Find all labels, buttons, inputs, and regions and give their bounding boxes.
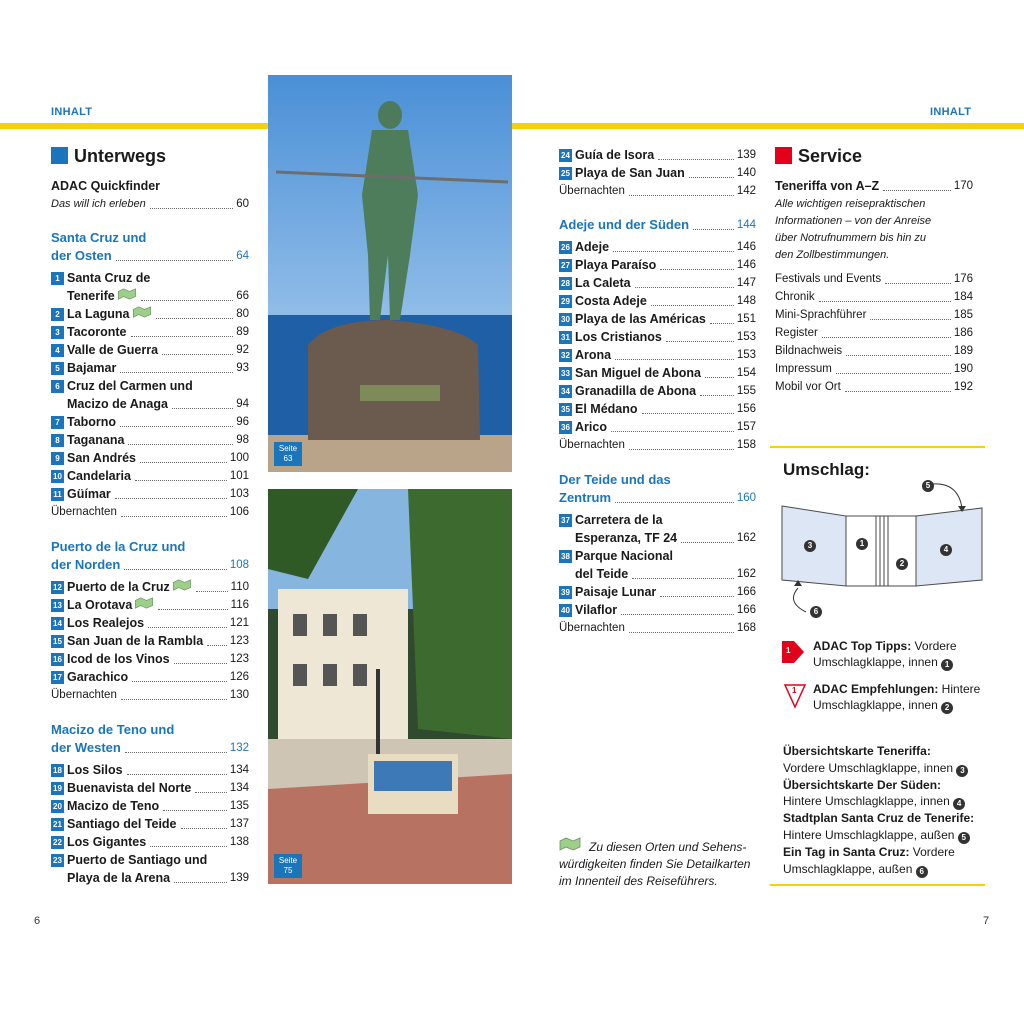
number-badge: 30	[559, 313, 572, 326]
toc-item-6-cont[interactable]: Macizo de Anaga 94	[67, 397, 249, 411]
service-az-desc: Alle wichtigen reisepraktischen Informationen – von der Anreise über Notrufnummern bis hin zu den Zollbestimmungen.	[775, 198, 932, 261]
blue-square-icon	[51, 147, 68, 164]
toc-item-10[interactable]: 10 Candelaria 101	[51, 467, 249, 485]
map-icon	[134, 597, 154, 609]
map-icon	[132, 306, 152, 318]
toc-item-38[interactable]: 38 Parque Nacional	[559, 547, 673, 565]
number-badge: 33	[559, 367, 572, 380]
map-note-cont: würdigkeiten finden Sie Detailkarten im Innenteil des Reiseführers.	[559, 857, 751, 888]
toc-item-29[interactable]: 29 Costa Adeje 148	[559, 292, 756, 310]
number-badge: 13	[51, 599, 64, 612]
toc-item-11[interactable]: 11 Güímar 103	[51, 485, 249, 503]
number-badge: 2	[51, 308, 64, 321]
number-badge: 27	[559, 259, 572, 272]
circle-ref-4: 4	[953, 798, 965, 810]
number-badge: 34	[559, 385, 572, 398]
toc-item-14[interactable]: 14 Los Realejos 121	[51, 614, 249, 632]
circle-3: 3	[804, 540, 816, 552]
toc-item-16[interactable]: 16 Icod de los Vinos 123	[51, 650, 249, 668]
toc-item-25[interactable]: 25 Playa de San Juan 140	[559, 164, 756, 182]
number-badge: 16	[51, 653, 64, 666]
number-badge: 29	[559, 295, 572, 308]
number-badge: 37	[559, 514, 572, 527]
circle-ref-3: 3	[956, 765, 968, 777]
number-badge: 8	[51, 434, 64, 447]
toc-item-23-cont[interactable]: Playa de la Arena 139	[67, 871, 249, 885]
number-badge: 10	[51, 470, 64, 483]
toc-item-24[interactable]: 24 Guía de Isora 139	[559, 146, 756, 164]
toc-item-15[interactable]: 15 San Juan de la Rambla 123	[51, 632, 249, 650]
toc-item-2[interactable]: 2 La Laguna 80	[51, 305, 249, 323]
group-title-cont[interactable]: der Osten 64	[51, 248, 249, 263]
group-title-cont[interactable]: Zentrum 160	[559, 490, 756, 505]
page-number-left: 6	[34, 915, 41, 927]
map-icon	[172, 579, 192, 591]
service-item[interactable]: Mini-Sprachführer 185	[775, 309, 973, 321]
toc-item-31[interactable]: 31 Los Cristianos 153	[559, 328, 756, 346]
quickfinder-title[interactable]: ADAC Quickfinder	[51, 179, 161, 193]
circle-2: 2	[896, 558, 908, 570]
toc-item-34[interactable]: 34 Granadilla de Abona 155	[559, 382, 756, 400]
number-badge: 5	[51, 362, 64, 375]
red-square-icon	[775, 147, 792, 164]
toc-item-26[interactable]: 26 Adeje 146	[559, 238, 756, 256]
group-title[interactable]: Adeje und der Süden 144	[559, 217, 756, 232]
divider-top	[770, 446, 985, 448]
cover-diagram	[776, 476, 986, 626]
number-badge: 31	[559, 331, 572, 344]
number-badge: 3	[51, 326, 64, 339]
toc-item-13[interactable]: 13 La Orotava 116	[51, 596, 249, 614]
number-badge: 26	[559, 241, 572, 254]
toc-item-40[interactable]: 40 Vilaflor 166	[559, 601, 756, 619]
number-badge: 39	[559, 586, 572, 599]
number-badge: 4	[51, 344, 64, 357]
legend-maps: Übersichtskarte Teneriffa: Vordere Umschlagklappe, innen 3 Übersichtskarte Der Süden: Hintere Umschlagklappe, innen 4 Stadtplan Santa Cruz de Tenerife: Hintere Umschlagklappe, außen 5 Ein Tag in Santa Cruz: Vordere Umschlagklappe, außen 6	[783, 744, 975, 876]
number-badge: 17	[51, 671, 64, 684]
uebernachten-row[interactable]: Übernachten 130	[51, 689, 249, 701]
number-badge: 36	[559, 421, 572, 434]
circle-ref-1: 1	[941, 659, 953, 671]
toc-item-1[interactable]: 1 Santa Cruz de	[51, 269, 150, 287]
group-title[interactable]: Santa Cruz und	[51, 230, 147, 245]
service-item[interactable]: Chronik 184	[775, 291, 973, 303]
map-icon	[117, 288, 137, 300]
photo-plaza	[268, 489, 512, 884]
toc-item-17[interactable]: 17 Garachico 126	[51, 668, 249, 686]
empfehlung-marker: 1	[783, 681, 807, 711]
unterwegs-title: Unterwegs	[51, 146, 166, 167]
service-title: Service	[775, 146, 862, 167]
toc-item-6[interactable]: 6 Cruz del Carmen und	[51, 377, 193, 395]
toc-item-23[interactable]: 23 Puerto de Santiago und	[51, 851, 207, 869]
number-badge: 1	[51, 272, 64, 285]
quickfinder-row[interactable]: Das will ich erleben 60	[51, 198, 249, 210]
photo-statue	[268, 75, 512, 472]
number-badge: 38	[559, 550, 572, 563]
toc-item-39[interactable]: 39 Paisaje Lunar 166	[559, 583, 756, 601]
service-item[interactable]: Festivals und Events 176	[775, 273, 973, 285]
group-title[interactable]: Der Teide und das	[559, 472, 671, 487]
number-badge: 28	[559, 277, 572, 290]
circle-1: 1	[856, 538, 868, 550]
number-badge: 32	[559, 349, 572, 362]
number-badge: 20	[51, 800, 64, 813]
circle-5: 5	[922, 480, 934, 492]
number-badge: 6	[51, 380, 64, 393]
toc-item-5[interactable]: 5 Bajamar 93	[51, 359, 249, 377]
number-badge: 18	[51, 764, 64, 777]
number-badge: 35	[559, 403, 572, 416]
umschlag-title: Umschlag:	[783, 460, 870, 479]
header-rule-right	[512, 123, 1024, 129]
circle-ref-5: 5	[958, 832, 970, 844]
toc-item-19[interactable]: 19 Buenavista del Norte 134	[51, 779, 249, 797]
page-badge-top: Seite 63	[274, 442, 302, 466]
legend-top-tipps: ADAC Top Tipps: Vordere Umschlagklappe, innen 1	[813, 639, 957, 669]
number-badge: 7	[51, 416, 64, 429]
toc-item-21[interactable]: 21 Santiago del Teide 137	[51, 815, 249, 833]
number-badge: 11	[51, 488, 64, 501]
uebernachten-row[interactable]: Übernachten 168	[559, 622, 756, 634]
page-number-right: 7	[983, 915, 990, 927]
header-right: INHALT	[930, 106, 972, 118]
toc-item-33[interactable]: 33 San Miguel de Abona 154	[559, 364, 756, 382]
number-badge: 24	[559, 149, 572, 162]
toc-item-38-cont[interactable]: del Teide 162	[575, 567, 756, 581]
map-note: Zu diesen Orten und Sehens-	[589, 840, 747, 854]
group-title[interactable]: Macizo de Teno und	[51, 722, 175, 737]
service-az[interactable]: Teneriffa von A–Z 170	[775, 179, 973, 193]
uebernachten-row[interactable]: Übernachten 142	[559, 185, 756, 197]
toc-item-20[interactable]: 20 Macizo de Teno 135	[51, 797, 249, 815]
number-badge: 14	[51, 617, 64, 630]
circle-6: 6	[810, 606, 822, 618]
service-item[interactable]: Mobil vor Ort 192	[775, 381, 973, 393]
toc-item-35[interactable]: 35 El Médano 156	[559, 400, 756, 418]
toc-item-1-cont[interactable]: Tenerife 66	[67, 289, 249, 303]
group-title-cont[interactable]: der Westen 132	[51, 740, 249, 755]
circle-ref-2: 2	[941, 702, 953, 714]
uebernachten-row[interactable]: Übernachten 158	[559, 439, 756, 451]
toc-item-28[interactable]: 28 La Caleta 147	[559, 274, 756, 292]
toc-item-32[interactable]: 32 Arona 153	[559, 346, 756, 364]
header-rule-left	[0, 123, 268, 129]
toc-item-30[interactable]: 30 Playa de las Américas 151	[559, 310, 756, 328]
number-badge: 19	[51, 782, 64, 795]
circle-ref-6: 6	[916, 866, 928, 878]
number-badge: 40	[559, 604, 572, 617]
divider-bottom	[770, 884, 985, 886]
map-note-icon	[559, 837, 581, 856]
group-title-cont[interactable]: der Norden 108	[51, 557, 249, 572]
toc-item-7[interactable]: 7 Taborno 96	[51, 413, 249, 431]
number-badge: 9	[51, 452, 64, 465]
toc-item-22[interactable]: 22 Los Gigantes 138	[51, 833, 249, 851]
statue-image	[268, 75, 512, 472]
toc-item-27[interactable]: 27 Playa Paraíso 146	[559, 256, 756, 274]
toc-item-8[interactable]: 8 Taganana 98	[51, 431, 249, 449]
toc-item-12[interactable]: 12 Puerto de la Cruz 110	[51, 578, 249, 596]
number-badge: 21	[51, 818, 64, 831]
uebernachten-row[interactable]: Übernachten 106	[51, 506, 249, 518]
toc-item-18[interactable]: 18 Los Silos 134	[51, 761, 249, 779]
service-item[interactable]: Impressum 190	[775, 363, 973, 375]
toc-item-37[interactable]: 37 Carretera de la	[559, 511, 663, 529]
number-badge: 22	[51, 836, 64, 849]
toc-item-4[interactable]: 4 Valle de Guerra 92	[51, 341, 249, 359]
header-left: INHALT	[51, 106, 93, 118]
toc-item-3[interactable]: 3 Tacoronte 89	[51, 323, 249, 341]
service-item[interactable]: Bildnachweis 189	[775, 345, 973, 357]
service-item[interactable]: Register 186	[775, 327, 973, 339]
group-title[interactable]: Puerto de la Cruz und	[51, 539, 186, 554]
number-badge: 12	[51, 581, 64, 594]
plaza-image	[268, 489, 512, 884]
toc-item-9[interactable]: 9 San Andrés 100	[51, 449, 249, 467]
number-badge: 25	[559, 167, 572, 180]
top-tipp-marker: 1	[782, 637, 806, 667]
map-icon	[559, 837, 581, 851]
toc-item-37-cont[interactable]: Esperanza, TF 24 162	[575, 531, 756, 545]
circle-4: 4	[940, 544, 952, 556]
legend-empfehlungen: ADAC Empfehlungen: Hintere Umschlagklappe, innen 2	[813, 682, 981, 712]
toc-item-36[interactable]: 36 Arico 157	[559, 418, 756, 436]
number-badge: 23	[51, 854, 64, 867]
number-badge: 15	[51, 635, 64, 648]
page-badge-bottom: Seite 75	[274, 854, 302, 878]
